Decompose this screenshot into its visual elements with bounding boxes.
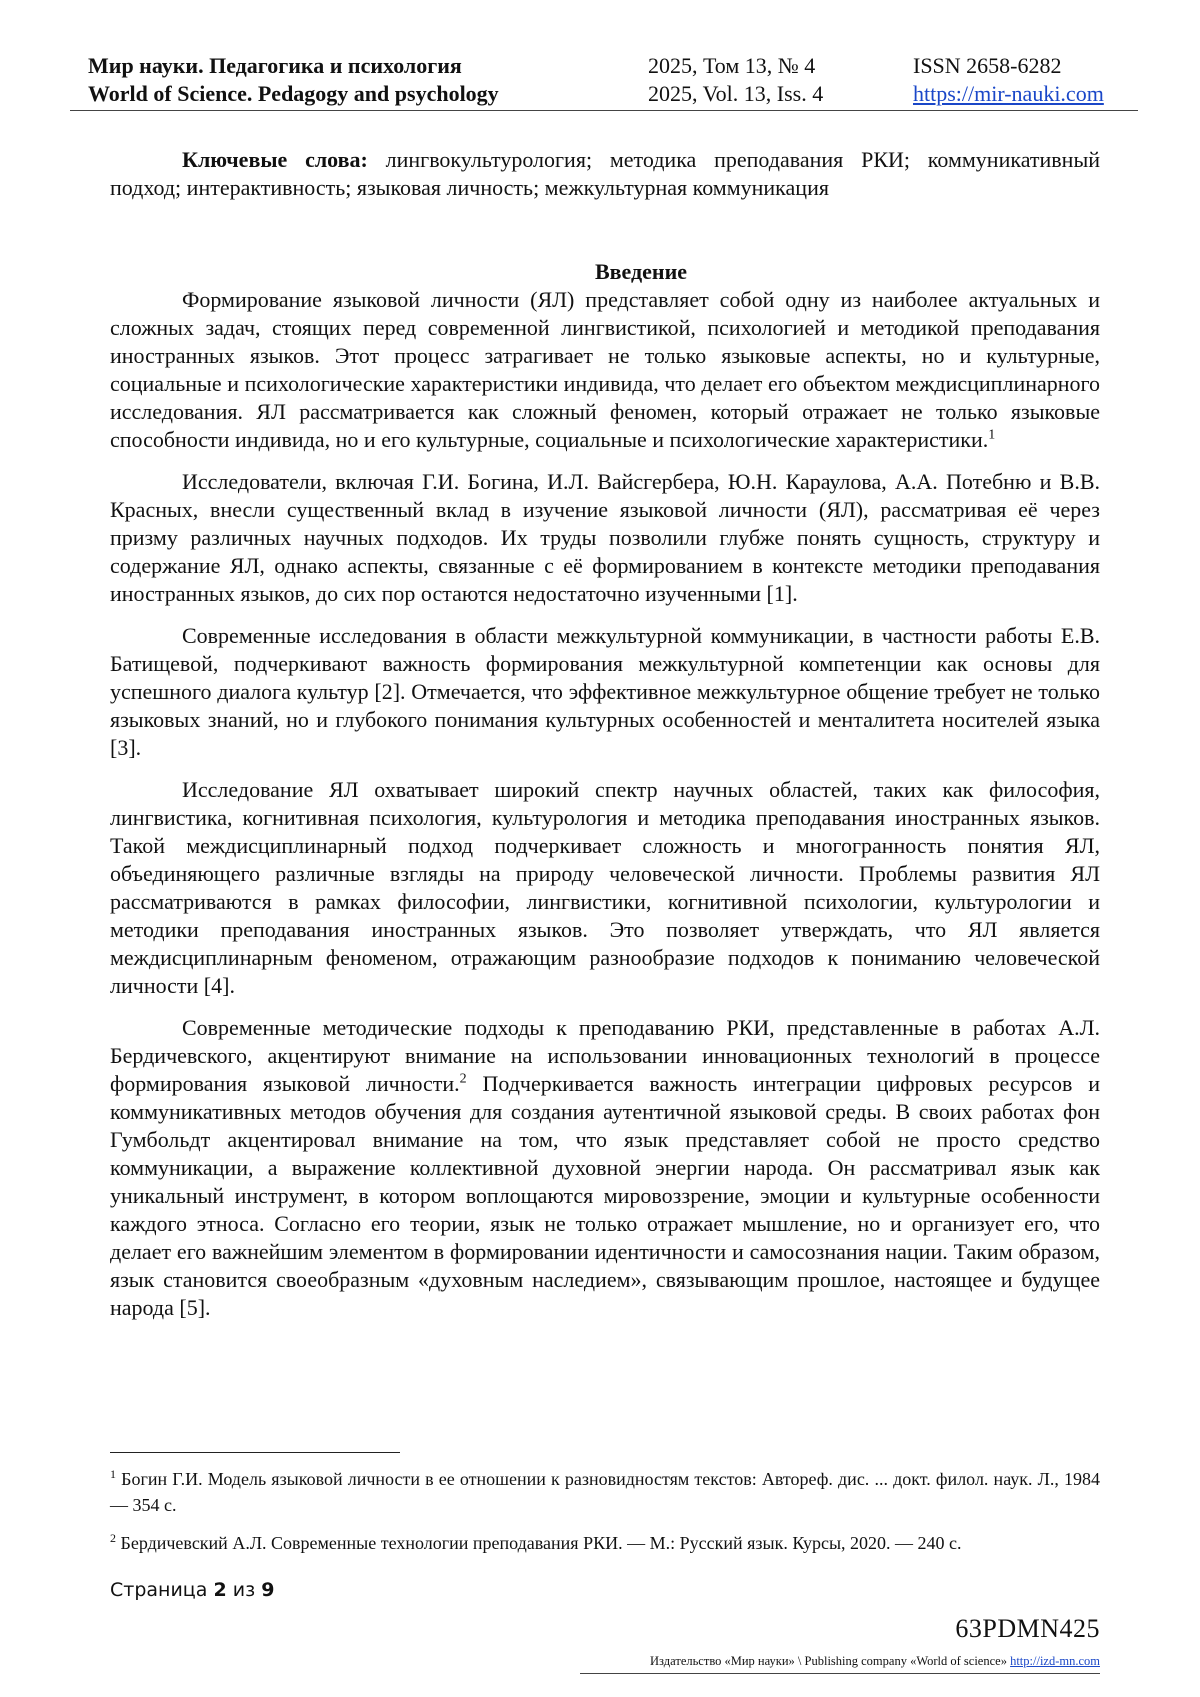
header-row-ru <box>88 52 1138 80</box>
keywords <box>110 146 1100 202</box>
paragraph-5: Современные методические подходы к преподаванию РКИ, представленные в работах А.Л. Бердичевского, акцентируют внимание на использовании инновационных технологий в процессе формирования языковой личности.$^2$ Подчеркивается важность интеграции цифровых ресурсов и коммуникативных методов обучения для создания аутентичной языковой среды. В своих работах фон Гумбольдт акцентировал внимание на том, что язык представляет собой не просто средство коммуникации, а выражение коллективной духовной энергии народа. Он рассматривал язык как уникальный инструмент, в котором воплощаются мировоззрение, эмоции и культурные особенности каждого этноса. Согласно его теории, язык не только отражает мышление, но и организует его, что делает его важнейшим элементом в формировании идентичности и самосознания нации. Таким образом, язык становится своеобразным «духовным наследием», связывающим прошлое, настоящее и будущее народа [5]. <box>110 1015 1100 1320</box>
issue-ru: 2025, Том 13, № 4 <box>648 53 816 78</box>
footnote-2: $^2$ Бердичевский А.Л. Современные технологии преподавания РКИ. — М.: Русский язык. Курсы, 2020. — 240 с. <box>110 1531 962 1553</box>
article-body <box>110 146 1100 1336</box>
page-current: 2 <box>213 1579 227 1601</box>
header-divider <box>70 110 1138 111</box>
page-number: Страница 2 из 9 <box>110 1579 275 1601</box>
journal-url-link[interactable]: https://mir-nauki.com <box>913 81 1104 106</box>
page-total: 9 <box>261 1579 275 1601</box>
footnote-divider <box>110 1452 400 1453</box>
page-header <box>88 52 1138 108</box>
publisher-link[interactable]: http://izd-mn.com <box>1010 1654 1100 1668</box>
paragraph-4: Исследование ЯЛ охватывает широкий спектр научных областей, таких как философия, лингвистика, когнитивная психология, культурология и методика преподавания иностранных языков. Такой междисциплинарный подход подчеркивает сложность и многогранность понятия ЯЛ, объединяющего различные взгляды на природу человеческой личности. Проблемы развития ЯЛ рассматриваются в рамках философии, лингвистики, когнитивной психологии, культурологии и методики преподавания иностранных языков. Это позволяет утверждать, что ЯЛ является междисциплинарным феноменом, отражающим разнообразие подходов к пониманию человеческой личности [4]. <box>110 777 1100 998</box>
publisher-line: Издательство «Мир науки» \ Publishing company «World of science» http://izd-mn.com <box>650 1654 1100 1668</box>
paragraph-3: Современные исследования в области межкультурной коммуникации, в частности работы Е.В. Батищевой, подчеркивают важность формирования межкультурной компетенции как основы для успешного диалога культур [2]. Отмечается, что эффективное межкультурное общение требует не только языковых знаний, но и глубокого понимания культурных особенностей и менталитета носителей языка [3]. <box>110 623 1100 760</box>
footnote-ref-2[interactable]: 2 <box>459 1071 467 1087</box>
paragraph-2: Исследователи, включая Г.И. Богина, И.Л. Вайсгербера, Ю.Н. Караулова, А.А. Потебню и В.В. Красных, внесли существенный вклад в изучение языковой личности (ЯЛ), рассматривая её через призму различных научных подходов. Их труды позволили глубже понять сущность, структуру и содержание ЯЛ, однако аспекты, связанные с её формированием в контексте методики преподавания иностранных языков, до сих пор остаются недостаточно изученными [1]. <box>110 469 1100 606</box>
keywords-text: лингвокультурология; методика преподавания РКИ; коммуникативный подход; интерактивность; языковая личность; межкультурная коммуникация <box>110 147 1100 200</box>
issue-en: 2025, Vol. 13, Iss. 4 <box>648 81 824 106</box>
paragraph-1: Формирование языковой личности (ЯЛ) представляет собой одну из наиболее актуальных и сложных задач, стоящих перед современной лингвистикой, психологией и методикой преподавания иностранных языков. Этот процесс затрагивает не только языковые аспекты, но и культурные, социальные и психологические характеристики индивида, что делает его объектом междисциплинарного исследования. ЯЛ рассматривается как сложный феномен, который отражает не только языковые способности индивида, но и его культурные, социальные и психологические характеристики.$^1$ <box>110 287 1100 452</box>
issn: ISSN 2658-6282 <box>913 53 1062 78</box>
header-row-en <box>88 80 1138 108</box>
keywords-label: Ключевые слова: <box>182 147 368 172</box>
footnote-1: $^1$ Богин Г.И. Модель языковой личности в ее отношении к разновидностям текстов: Автореф. дис. ... докт. филол. наук. Л., 1984 — 354 с. <box>110 1467 1100 1515</box>
journal-title-ru: Мир науки. Педагогика и психология <box>88 53 462 78</box>
footnote-ref-1[interactable]: 1 <box>988 427 996 443</box>
journal-title-en: World of Science. Pedagogy and psychology <box>88 81 499 106</box>
footer-divider <box>580 1673 1100 1674</box>
article-code: 63PDMN425 <box>955 1614 1100 1643</box>
footnotes <box>110 1466 1100 1568</box>
section-title: Введение <box>594 259 688 284</box>
